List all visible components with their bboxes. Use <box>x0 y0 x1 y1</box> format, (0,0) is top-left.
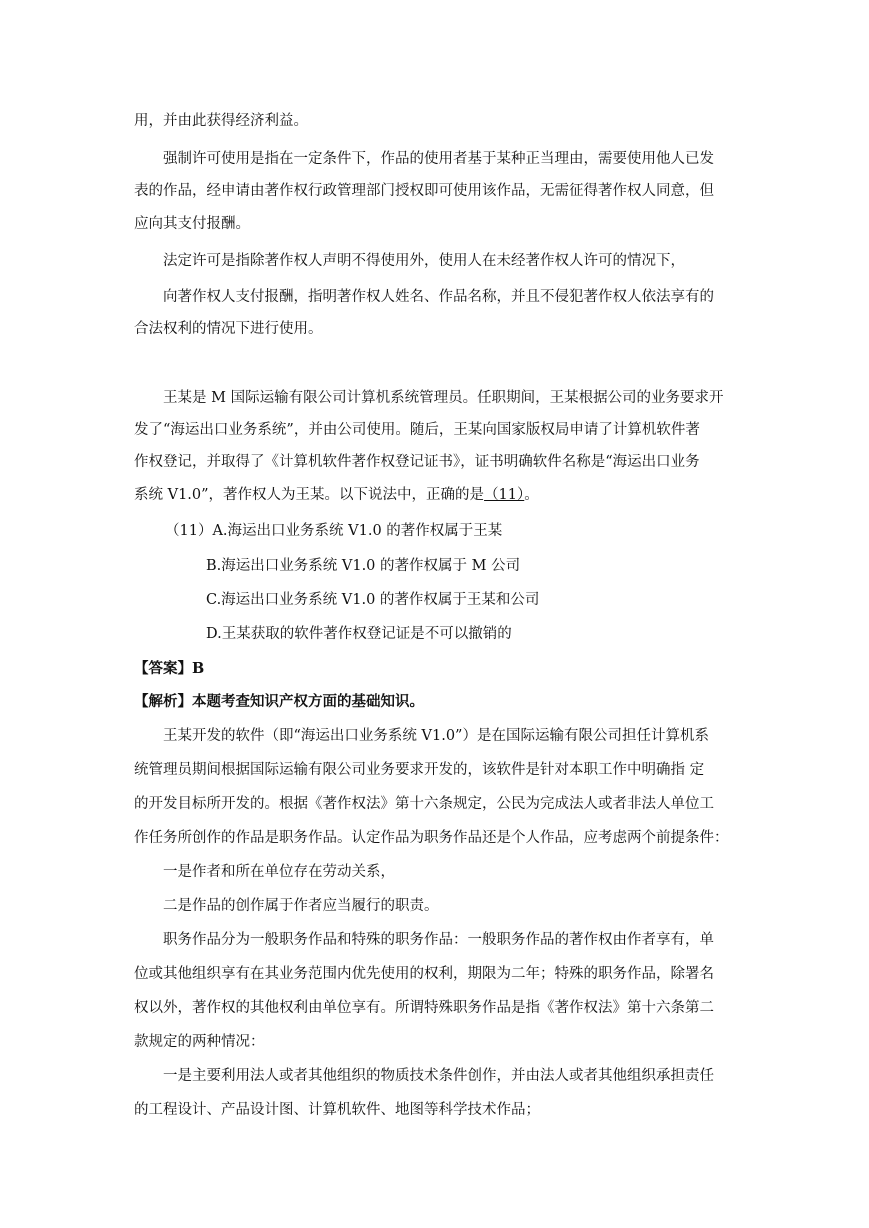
question-stem-line-2: 发了“海运出口业务系统”，并由公司使用。随后，王某向国家版权局申请了计算机软件著 <box>134 422 700 438</box>
analysis-paragraph-2-line-2: 位或其他组织享有在其业务范围内优先使用的权利，期限为二年；特殊的职务作品，除署名 <box>134 966 714 982</box>
paragraph-compulsory-license-line-3: 应向其支付报酬。 <box>134 216 250 232</box>
analysis-paragraph-3-line-1: 一是主要利用法人或者其他组织的物质技术条件创作，并由法人或者其他组织承担责任 <box>163 1068 714 1084</box>
analysis-paragraph-1-line-3: 的开发目标所开发的。根据《著作权法》第十六条规定，公民为完成法人或者非法人单位工 <box>134 796 714 812</box>
option-b: B.海运出口业务系统 V1.0 的著作权属于 M 公司 <box>206 558 521 574</box>
paragraph-compulsory-license-line-1: 强制许可使用是指在一定条件下，作品的使用者基于某种正当理由，需要使用他人已发 <box>163 151 714 167</box>
analysis-heading: 【解析】本题考查知识产权方面的基础知识。 <box>134 693 424 710</box>
analysis-paragraph-1-line-1: 王某开发的软件（即“海运出口业务系统 V1.0”）是在国际运输有限公司担任计算机系 <box>163 728 709 744</box>
paragraph-statutory-license-line-2: 向著作权人支付报酬，指明著作权人姓名、作品名称，并且不侵犯著作权人依法享有的 <box>163 289 714 305</box>
answer-value: B <box>192 660 205 677</box>
analysis-paragraph-2-line-3: 权以外，著作权的其他权利由单位享有。所谓特殊职务作品是指《著作权法》第十六条第二 <box>134 1000 714 1016</box>
option-a: （11）A.海运出口业务系统 V1.0 的著作权属于王某 <box>165 523 503 539</box>
option-d: D.王某获取的软件著作权登记证是不可以撤销的 <box>206 626 512 642</box>
analysis-paragraph-3-line-2: 的工程设计、产品设计图、计算机软件、地图等科学技术作品； <box>134 1102 540 1118</box>
continuation-line: 用，并由此获得经济利益。 <box>134 113 308 129</box>
question-blank: （11） <box>484 487 525 503</box>
answer-line <box>134 659 754 679</box>
paragraph-statutory-license-line-3: 合法权利的情况下进行使用。 <box>134 321 323 337</box>
answer-label: 【答案】 <box>134 660 192 677</box>
option-c: C.海运出口业务系统 V1.0 的著作权属于王某和公司 <box>206 592 540 608</box>
question-stem-text: 系统 V1.0”，著作权人为王某。以下说法中，正确的是 <box>134 487 485 503</box>
analysis-paragraph-2-line-4: 款规定的两种情况： <box>134 1034 265 1050</box>
question-stem-line-3: 作权登记，并取得了《计算机软件著作权登记证书》，证书明确软件名称是“海运出口业务 <box>134 454 700 470</box>
question-stem-end: 。 <box>524 487 539 503</box>
analysis-paragraph-2-line-1: 职务作品分为一般职务作品和特殊的职务作品：一般职务作品的著作权由作者享有，单 <box>163 932 714 948</box>
paragraph-compulsory-license-line-2: 表的作品，经申请由著作权行政管理部门授权即可使用该作品，无需征得著作权人同意，但 <box>134 183 714 199</box>
analysis-paragraph-1-line-4: 作任务所创作的作品是职务作品。认定作品为职务作品还是个人作品，应考虑两个前提条件： <box>134 830 729 846</box>
condition-2: 二是作品的创作属于作者应当履行的职责。 <box>163 898 439 914</box>
question-stem-line-1: 王某是 M 国际运输有限公司计算机系统管理员。任职期间，王某根据公司的业务要求开 <box>163 390 724 406</box>
analysis-paragraph-1-line-2: 统管理员期间根据国际运输有限公司业务要求开发的，该软件是针对本职工作中明确指 定 <box>134 762 705 778</box>
question-stem-line-4 <box>134 485 754 505</box>
condition-1: 一是作者和所在单位存在劳动关系， <box>163 864 395 880</box>
paragraph-statutory-license-line-1: 法定许可是指除著作权人声明不得使用外，使用人在未经著作权人许可的情况下， <box>163 253 685 269</box>
